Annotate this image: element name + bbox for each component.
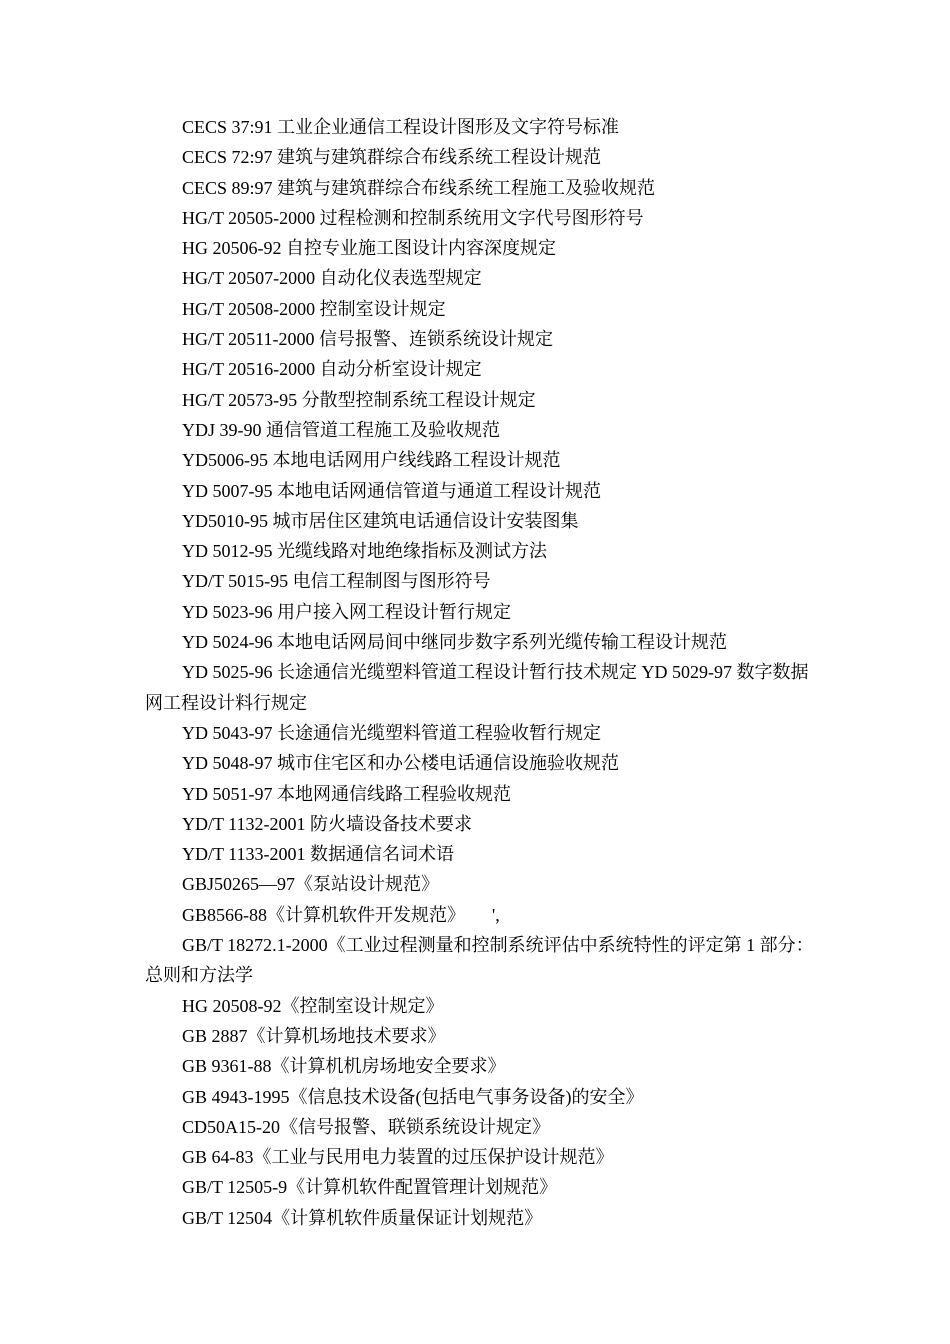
list-item: CECS 72:97 建筑与建筑群综合布线系统工程设计规范 [182,147,602,168]
list-item: YD/T 1132-2001 防火墙设备技术要求 [182,813,472,834]
list-item: HG/T 20505-2000 过程检测和控制系统用文字代号图形符号 [182,207,644,228]
list-item: CECS 37:91 工业企业通信工程设计图形及文字符号标准 [182,117,620,137]
list-item: YD/T 5015-95 电信工程制图与图形符号 [182,571,491,592]
list-item: GB 64-83《工业与民用电力装置的过压保护设计规范》 [182,1147,614,1168]
list-item: HG/T 20573-95 分散型控制系统工程设计规定 [182,389,536,410]
list-item: GB8566-88《计算机软件开发规范》 ', [182,904,500,925]
list-item: CECS 89:97 建筑与建筑群综合布线系统工程施工及验收规范 [182,177,656,198]
list-item: GB 9361-88《计算机机房场地安全要求》 [182,1056,506,1077]
list-item: YD5010-95 城市居住区建筑电话通信设计安装图集 [182,510,579,531]
list-item: YD 5024-96 本地电话网局间中继同步数字系列光缆传输工程设计规范 [182,632,727,653]
list-item: HG/T 20516-2000 自动分析室设计规定 [182,359,482,380]
list-item: GB/T 18272.1-2000《工业过程测量和控制系统评估中系统特性的评定第 1 部分： 总则和方法学 [145,935,823,986]
list-item: GB 4943-1995《信息技术设备(包括电气事务设备)的安全》 [182,1086,644,1107]
list-item: GBJ50265—97《泵站设计规范》 [182,874,440,895]
list-item: YD 5048-97 城市住宅区和办公楼电话通信设施验收规范 [182,753,619,774]
list-item: HG/T 20511-2000 信号报警、连锁系统设计规定 [182,329,553,350]
list-item: YD 5025-96 长途通信光缆塑料管道工程设计暂行技术规定 YD 5029-97 数字数据网工程设计料行规定 [145,662,809,713]
list-item: YDJ 39-90 通信管道工程施工及验收规范 [182,419,500,440]
list-item: YD 5051-97 本地网通信线路工程验收规范 [182,783,511,804]
list-item: YD 5043-97 长途通信光缆塑料管道工程验收暂行规定 [182,722,601,743]
list-item: YD 5012-95 光缆线路对地绝缘指标及测试方法 [182,541,547,562]
list-item: GB/T 12504《计算机软件质量保证计划规范》 [182,1207,543,1228]
standards-list [145,112,825,1233]
list-item: GB/T 12505-9《计算机软件配置管理计划规范》 [182,1177,558,1198]
list-item: HG 20508-92《控制室设计规定》 [182,995,444,1016]
list-item: HG/T 20508-2000 控制室设计规定 [182,298,446,319]
list-item: GB 2887《计算机场地技术要求》 [182,1025,446,1046]
list-item: HG 20506-92 自控专业施工图设计内容深度规定 [182,238,556,259]
list-item: YD/T 1133-2001 数据通信名词术语 [182,844,454,865]
list-item: YD 5023-96 用户接入网工程设计暂行规定 [182,601,511,622]
list-item: YD5006-95 本地电话网用户线线路工程设计规范 [182,450,561,471]
list-item: HG/T 20507-2000 自动化仪表选型规定 [182,268,482,289]
list-item: YD 5007-95 本地电话网通信管道与通道工程设计规范 [182,480,601,501]
list-item: CD50A15-20《信号报警、联锁系统设计规定》 [182,1116,550,1137]
